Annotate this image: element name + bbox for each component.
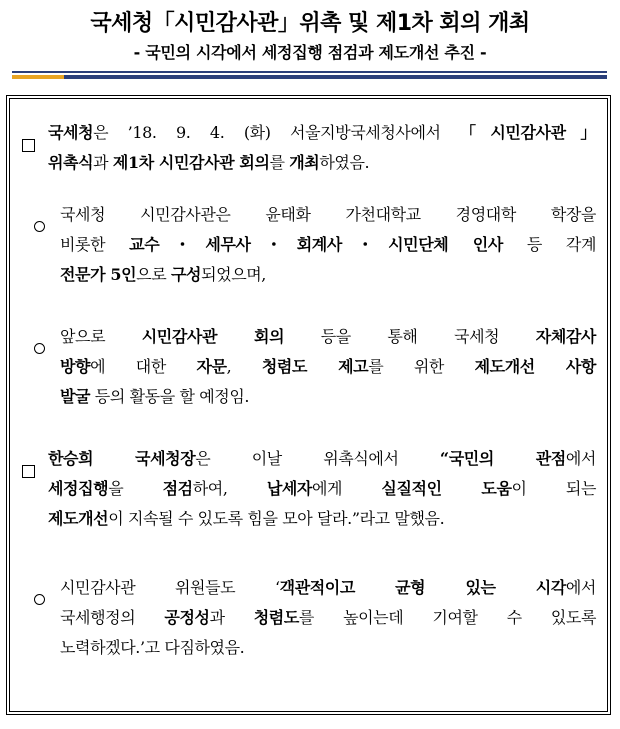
bold-text: 자체감사 (535, 327, 596, 346)
document-subtitle: - 국민의 시각에서 세정집행 점검과 제도개선 추진 - (133, 43, 487, 62)
bold-text: 「시민감사관」 (460, 123, 596, 142)
text-run: 에서 (565, 578, 596, 597)
text-run: 시민감사관 위원들도 ‘ (60, 578, 280, 597)
text-line (48, 474, 596, 504)
paragraph-1 (48, 118, 596, 178)
bold-text: 위촉식 (48, 153, 94, 172)
text-run: 노력하겠다.’고 다짐하였음. (60, 638, 245, 657)
text-run: 를 (269, 153, 290, 172)
bold-text: 세정집행 (48, 479, 109, 498)
text-run: , (226, 357, 262, 376)
bold-text: 시민감사관 회의 (141, 327, 285, 346)
text-line (60, 230, 596, 260)
bold-text: 자문 (196, 357, 227, 376)
bold-text: 제도개선 (48, 509, 109, 528)
paragraph-3 (60, 322, 596, 412)
text-run: 국세행정의 (60, 608, 165, 627)
text-run: 은 ’18. 9. 4. (화) 서울지방국세청사에서 (93, 123, 461, 142)
text-run: 를 위한 (368, 357, 475, 376)
text-run: 이 되는 (511, 479, 596, 498)
bold-text: 발굴 (60, 387, 91, 406)
text-run: 에 대한 (90, 357, 197, 376)
header-rule-accent (12, 75, 64, 79)
text-run: 등의 활동을 할 예정임. (90, 387, 250, 406)
text-line (48, 444, 596, 474)
circle-bullet-icon (34, 594, 45, 605)
text-run: 과 (209, 608, 254, 627)
bold-text: 방향 (60, 357, 91, 376)
text-line (60, 260, 596, 290)
paragraph-4 (48, 444, 596, 534)
document-title: 국세청「시민감사관」위촉 및 제1차 회의 개최 (90, 11, 530, 36)
bold-text: 객관적이고 균형 있는 시각 (279, 578, 566, 597)
square-bullet-icon (22, 139, 35, 152)
bold-text: 구성 (170, 265, 202, 284)
header-rule-thin (12, 71, 607, 73)
text-run: 되었으며, (201, 265, 266, 284)
bold-text: 국세청 (48, 123, 94, 142)
text-run: 국세청 시민감사관은 윤태화 가천대학교 경영대학 학장을 (60, 205, 596, 224)
text-run: 비롯한 (60, 235, 130, 254)
bold-text: 개최 (289, 153, 320, 172)
text-run: 앞으로 (60, 327, 142, 346)
bold-text: 한승희 국세청장 (48, 449, 196, 468)
text-run: 과 (93, 153, 113, 172)
bold-text: 전문가 5인 (60, 265, 137, 284)
bold-text: 실질적인 도움 (381, 479, 512, 498)
text-run: 등 각계 (502, 235, 596, 254)
text-line (60, 352, 596, 382)
bold-text: “국민의 관점 (439, 449, 566, 468)
text-run: 등을 통해 국세청 (284, 327, 536, 346)
bold-text: 점검 (162, 479, 193, 498)
text-line (60, 382, 596, 412)
text-run: 이 지속될 수 있도록 힘을 모아 달라.”라고 말했음. (108, 509, 445, 528)
text-run: 하였음. (319, 153, 370, 172)
bold-text: 교수･세무사･회계사･시민단체 인사 (129, 235, 503, 254)
text-line (60, 633, 596, 663)
text-run: 은 이날 위촉식에서 (195, 449, 440, 468)
header-rule-thick (12, 75, 607, 79)
text-line (60, 200, 596, 230)
circle-bullet-icon (34, 343, 45, 354)
bold-text: 제도개선 사항 (474, 357, 596, 376)
text-line (60, 603, 596, 633)
bold-text: 제1차 시민감사관 회의 (112, 153, 270, 172)
text-run: 으로 (136, 265, 171, 284)
paragraph-2 (60, 200, 596, 290)
text-line (60, 322, 596, 352)
text-run: 을 (108, 479, 163, 498)
text-run: 하여, (192, 479, 267, 498)
text-line (48, 148, 596, 178)
text-run: 를 높이는데 기여할 수 있도록 (298, 608, 596, 627)
bold-text: 청렴도 제고 (261, 357, 369, 376)
square-bullet-icon (22, 465, 35, 478)
text-line (48, 118, 596, 148)
circle-bullet-icon (34, 221, 45, 232)
text-run: 에서 (565, 449, 596, 468)
paragraph-5 (60, 573, 596, 663)
text-run: 에게 (311, 479, 382, 498)
text-line (48, 504, 596, 534)
bold-text: 납세자 (266, 479, 312, 498)
bold-text: 청렴도 (253, 608, 299, 627)
bold-text: 공정성 (164, 608, 210, 627)
text-line (60, 573, 596, 603)
